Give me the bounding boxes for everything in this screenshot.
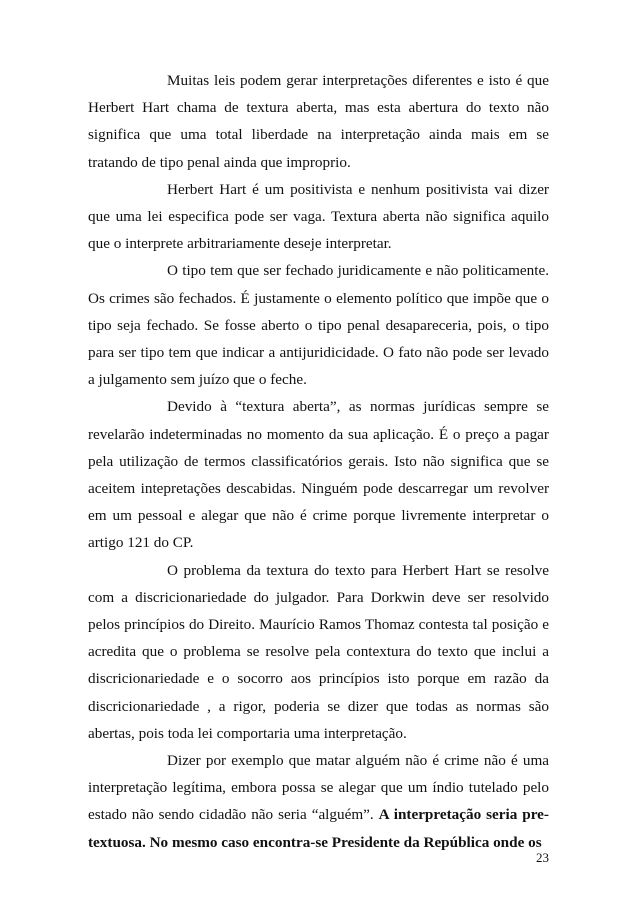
paragraph-tipo-fechado xyxy=(88,257,549,393)
paragraph-bold-text: A interpretação seria pre-textuosa. No mesmo caso encontra-se Presidente da República onde os xyxy=(88,806,549,851)
paragraph-text: O problema da textura do texto para Herbert Hart se resolve com a discricionariedade do julgador. Para Dorkwin deve ser resolvido pelos princípios do Direito. Maurício Ramos Thomaz contesta tal posição e acredita que o problema se resolve pela contextura do texto que inclui a discricionariedade e o socorro aos princípios isto porque em razão da discricionariedade , a rigor, poderia se dizer que todas as normas são abertas, pois toda lei comportaria uma interpretação. xyxy=(88,561,549,742)
paragraph-text: Herbert Hart é um positivista e nenhum positivista vai dizer que uma lei especifica pode ser vaga. Textura aberta não significa aquilo que o interprete arbitrariamente deseje interpretar. xyxy=(88,180,549,253)
body-text xyxy=(88,67,549,856)
paragraph-text: Devido à “textura aberta”, as normas jurídicas sempre se revelarão indeterminadas no momento da sua aplicação. É o preço a pagar pela utilização de termos classificatórios gerais. Isto não significa que se aceitem intepretações descabidas. Ninguém pode descarregar um revolver em um pessoal e alegar que não é crime porque livremente interpretar o artigo 121 do CP. xyxy=(88,398,549,552)
page-number: 23 xyxy=(536,850,549,865)
paragraph-text: Dizer por exemplo que matar alguém não é crime não é uma interpretação legítima, embora possa se alegar que um índio tutelado pelo estado não sendo cidadão não seria “alguém”. xyxy=(88,752,549,824)
paragraph-discricionariedade xyxy=(88,557,549,747)
paragraph-normas-indeterminadas xyxy=(88,393,549,556)
paragraph-text: Muitas leis podem gerar interpretações diferentes e isto é que Herbert Hart chama de textura aberta, mas esta abertura do texto não significa que uma total liberdade na interpretação ainda mais em se tratando de tipo penal ainda que improprio. xyxy=(88,72,549,171)
paragraph-herbert-hart-positivista xyxy=(88,176,549,258)
paragraph-interpretacao-legitima xyxy=(88,747,549,856)
paragraph-text: O tipo tem que ser fechado juridicamente e não politicamente. Os crimes são fechados. É justamente o elemento político que impõe que o tipo seja fechado. Se fosse aberto o tipo penal desapareceria, pois, o tipo para ser tipo tem que indicar a antijuridicidade. O fato não pode ser levado a julgamento sem juízo que o feche. xyxy=(88,262,549,389)
paragraph-textura-aberta xyxy=(88,67,549,176)
